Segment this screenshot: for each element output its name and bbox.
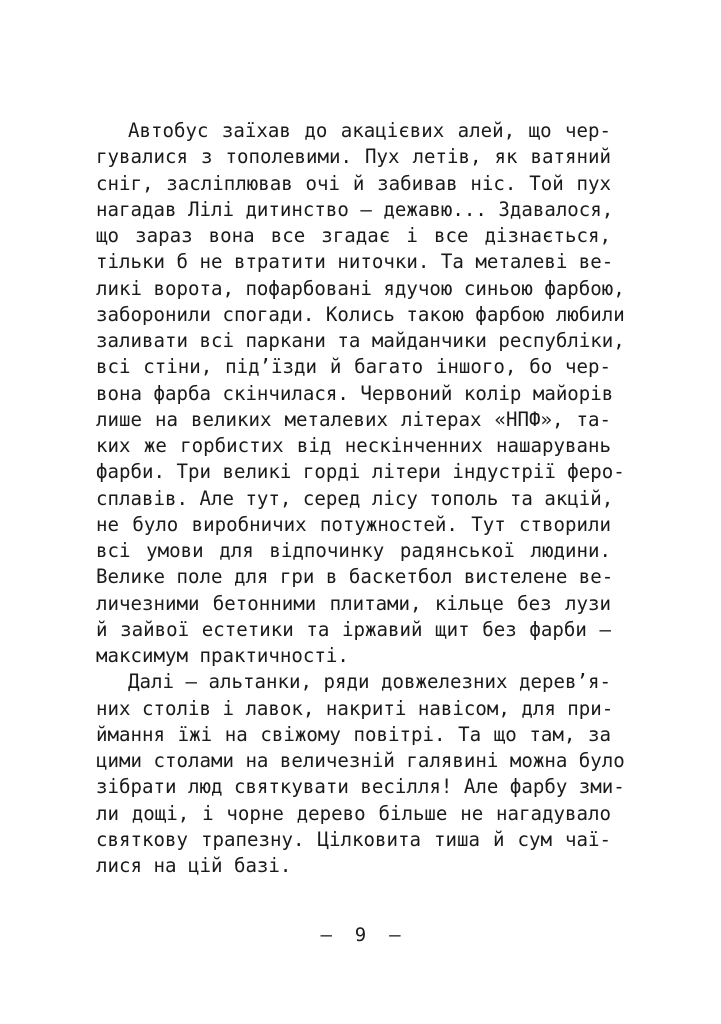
text-line: ликі ворота, пофарбовані ядучою синьою фарбою, bbox=[96, 276, 625, 300]
text-line: Велике поле для гри в баскетбол вистелене ве- bbox=[96, 565, 614, 589]
text-line: ли дощі, і чорне дерево більше не нагадувало bbox=[96, 801, 611, 825]
text-line: лися на цій базі. bbox=[96, 854, 292, 877]
text-line: всі умови для відпочинку радянської людини. bbox=[96, 539, 611, 562]
text-line: заборонили спогади. Колись такою фарбою любили bbox=[96, 302, 625, 326]
paragraph bbox=[96, 118, 625, 669]
text-line: тільки б не втратити ниточки. Та металеві ве- bbox=[96, 250, 614, 274]
text-line: максимум практичності. bbox=[96, 644, 349, 667]
text-line: цими столами на величезній галявині можна було bbox=[96, 749, 625, 772]
text-line: ких же горбистих від нескінченних нашарувань bbox=[96, 434, 611, 457]
text-line: святкову трапезну. Цілковита тиша й сум чаї- bbox=[96, 827, 611, 851]
text-line: сплавів. Але тут, серед лісу тополь та акцій, bbox=[96, 486, 614, 510]
text-line: личезними бетонними плитами, кільце без лузи bbox=[96, 591, 611, 615]
page-number: — 9 — bbox=[320, 924, 401, 946]
text-line: нагадав Лілі дитинство — дежавю... Здавалося, bbox=[96, 197, 614, 221]
text-line: й зайвої естетики та іржавий щит без фарби — bbox=[96, 617, 611, 641]
text-line: них столів і лавок, накриті навісом, для при- bbox=[96, 696, 614, 720]
text-line: не було виробничих потужностей. Тут створили bbox=[96, 512, 611, 536]
text-line: Автобус заїхав до акацієвих алей, що чер- bbox=[128, 119, 611, 142]
body-text bbox=[96, 118, 625, 879]
text-line: всі стіни, під’їзди й багато іншого, бо чер- bbox=[96, 355, 611, 379]
text-line: Далі — альтанки, ряди довжелезних дерев’я- bbox=[128, 670, 611, 694]
text-line: фарби. Три великі горді літери індустрії феро- bbox=[96, 460, 625, 484]
text-line: гувалися з тополевими. Пух летів, як ватяний bbox=[96, 145, 611, 169]
text-line: зібрати люд святкувати весілля! Але фарбу зми- bbox=[96, 775, 625, 799]
paragraph bbox=[96, 669, 625, 879]
text-line: що зараз вона все згадає і все дізнається, bbox=[96, 224, 611, 247]
text-line: сніг, засліплював очі й забивав ніс. Той пух bbox=[96, 171, 611, 195]
text-line: ймання їжі на свіжому повітрі. Та що там, за bbox=[96, 722, 611, 746]
text-line: лише на великих металевих літерах «НПФ», та- bbox=[96, 407, 611, 431]
text-line: заливати всі паркани та майданчики республіки, bbox=[96, 329, 625, 352]
text-line: вона фарба скінчилася. Червоний колір майорів bbox=[96, 381, 614, 405]
